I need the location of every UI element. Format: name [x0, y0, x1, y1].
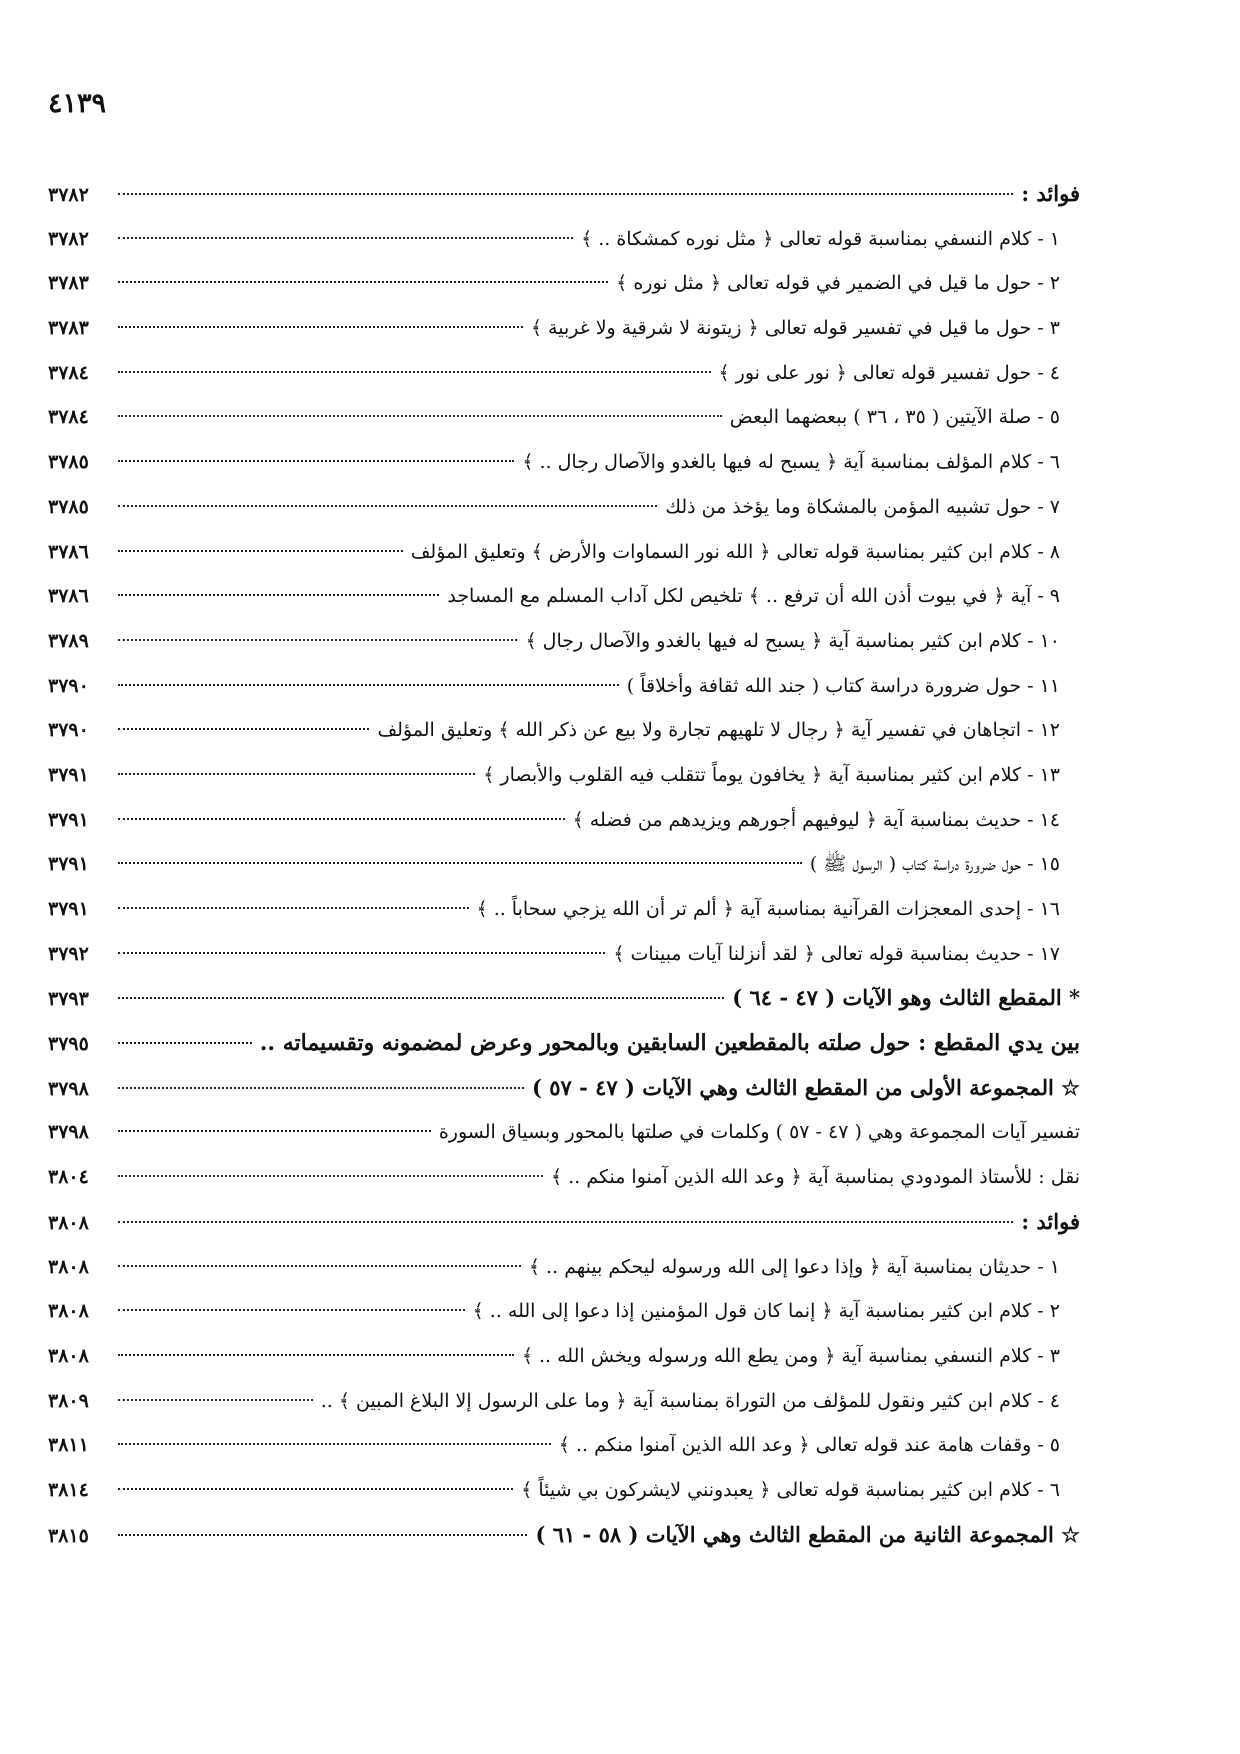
dot-leader: [118, 1175, 543, 1177]
dot-leader: [118, 952, 605, 954]
toc-entry: [48, 1334, 1080, 1379]
toc-entry-title: ☆ المجموعة الثانية من المقطع الثالث وهي الآيات ( ٥٨ - ٦١ ): [535, 1521, 1080, 1547]
dot-leader: [118, 193, 1013, 195]
toc-entry: [48, 932, 1080, 977]
toc-entry-title: ١٢ - اتجاهان في تفسير آية ﴿ رجال لا تلهيهم تجارة ولا بيع عن ذكر الله ﴾ وتعليق المؤلف: [377, 719, 1060, 742]
toc-entry-title: ٧ - حول تشبيه المؤمن بالمشكاة وما يؤخذ من ذلك: [665, 495, 1060, 518]
dot-leader: [118, 1042, 252, 1044]
toc-entry-page: ٣٧٩١: [48, 808, 89, 831]
toc-entry: [48, 351, 1080, 396]
toc-entry-page: ٣٨٠٨: [48, 1300, 89, 1323]
dot-leader: [118, 371, 711, 373]
toc-entry-title: ٣ - حول ما قيل في تفسير قوله تعالى ﴿ زيتونة لا شرقية ولا غربية ﴾: [530, 317, 1060, 340]
dot-leader: [118, 1130, 431, 1132]
toc-entry: [48, 1200, 1080, 1245]
dot-leader: [118, 1354, 514, 1356]
page-number: ٤١٣٩: [48, 88, 107, 119]
toc-entry-page: ٣٨٠٩: [48, 1389, 89, 1412]
toc-entry-title: ٦ - كلام ابن كثير بمناسبة قوله تعالى ﴿ يعبدونني لايشركون بي شيئاً ﴾: [521, 1478, 1060, 1501]
toc-entry-page: ٣٧٩٠: [48, 674, 89, 697]
toc-entry: [48, 798, 1080, 843]
toc-entry-title: ١٤ - حديث بمناسبة آية ﴿ ليوفيهم أجورهم ويزيدهم من فضله ﴾: [572, 808, 1060, 831]
toc-entry-title: نقل : للأستاذ المودودي بمناسبة آية ﴿ وعد الله الذين آمنوا منكم .. ﴾: [551, 1166, 1080, 1189]
toc-entry-page: ٣٧٨٤: [48, 406, 89, 429]
toc-entry-page: ٣٧٩١: [48, 763, 89, 786]
dot-leader: [118, 1534, 527, 1536]
toc-entry: [48, 440, 1080, 485]
dot-leader: [118, 1443, 551, 1445]
dot-leader: [118, 1221, 1013, 1223]
dot-leader: [118, 1488, 513, 1490]
dot-leader: [118, 862, 802, 864]
toc-entry-title: فوائد :: [1021, 181, 1080, 206]
toc-entry: [48, 1423, 1080, 1468]
toc-entry-title: ١١ - حول ضرورة دراسة كتاب ( جند الله ثقافة وأخلاقاً ): [626, 674, 1060, 697]
dot-leader: [118, 460, 514, 462]
toc-entry: [48, 976, 1080, 1021]
dot-leader: [118, 281, 608, 283]
toc-entry: [48, 753, 1080, 798]
toc-entry: [48, 708, 1080, 753]
dot-leader: [118, 326, 523, 328]
toc-entry-page: ٣٧٩٣: [48, 988, 89, 1011]
toc-entry-page: ٣٨٠٨: [48, 1344, 89, 1367]
toc-entry: [48, 574, 1080, 619]
dot-leader: [118, 550, 403, 552]
dot-leader: [118, 728, 369, 730]
toc-entry-title: ١٥ - حول ضرورة دراسة كتاب ( الرسول ﷺ ): [809, 853, 1060, 876]
toc-entry: [48, 1021, 1080, 1066]
toc-entry-title: ٩ - آية ﴿ في بيوت أذن الله أن ترفع .. ﴾ تلخيص لكل آداب المسلم مع المساجد: [447, 585, 1060, 608]
toc-entry-page: ٣٨١٥: [48, 1524, 89, 1547]
toc-entry: [48, 887, 1080, 932]
toc-entry-title: ١٠ - كلام ابن كثير بمناسبة آية ﴿ يسبح له فيها بالغدو والآصال رجال ﴾: [525, 629, 1060, 652]
toc-entry-page: ٣٨٠٨: [48, 1211, 89, 1234]
toc-entry: [48, 485, 1080, 530]
dot-leader: [118, 1309, 465, 1311]
toc-entry: [48, 217, 1080, 262]
toc-entry-page: ٣٧٨٤: [48, 361, 89, 384]
toc-entry-title: ١٣ - كلام ابن كثير بمناسبة آية ﴿ يخافون يوماً تتقلب فيه القلوب والأبصار ﴾: [483, 763, 1060, 786]
dot-leader: [118, 1265, 521, 1267]
toc-entry-title: فوائد :: [1021, 1208, 1080, 1234]
toc-entry: [48, 172, 1080, 217]
toc-entry-title: ١٧ - حديث بمناسبة قوله تعالى ﴿ لقد أنزلنا آيات مبينات ﴾: [613, 942, 1060, 965]
toc-entry-page: ٣٧٨٥: [48, 495, 89, 518]
dot-leader: [118, 415, 722, 417]
toc-entry-title: ☆ المجموعة الأولى من المقطع الثالث وهي الآيات ( ٤٧ - ٥٧ ): [531, 1074, 1080, 1100]
toc-entry: [48, 1289, 1080, 1334]
toc-entry-title: بين يدي المقطع : حول صلته بالمقطعين السابقين وبالمحور وعرض لمضمونه وتقسيماته ..: [259, 1030, 1080, 1057]
toc-entry-title: تفسير آيات المجموعة وهي ( ٤٧ - ٥٧ ) وكلمات في صلتها بالمحور وبسياق السورة: [438, 1121, 1080, 1144]
toc-entry-title: ١٦ - إحدى المعجزات القرآنية بمناسبة آية ﴿ ألم تر أن الله يزجي سحاباً .. ﴾: [476, 898, 1060, 920]
toc-entry: [48, 261, 1080, 306]
dot-leader: [118, 237, 573, 239]
toc-entry-title: ٢ - كلام ابن كثير بمناسبة آية ﴿ إنما كان قول المؤمنين إذا دعوا إلى الله .. ﴾: [472, 1300, 1060, 1323]
toc-entry-page: ٣٧٨٣: [48, 272, 89, 295]
toc-entry: [48, 664, 1080, 709]
dot-leader: [118, 773, 475, 775]
toc-entry-page: ٣٧٩٢: [48, 942, 89, 965]
toc-entry-title: ٥ - وقفات هامة عند قوله تعالى ﴿ وعد الله الذين آمنوا منكم .. ﴾: [558, 1434, 1060, 1457]
toc-entry-title: ٤ - كلام ابن كثير ونقول للمؤلف من التوراة بمناسبة آية ﴿ وما على الرسول إلا البلاغ المبين ﴾ ..: [320, 1389, 1060, 1412]
toc-entry-page: ٣٧٨٢: [48, 184, 89, 206]
toc-entry: [48, 1110, 1080, 1155]
toc-entry-page: ٣٧٩١: [48, 898, 89, 920]
toc-entry-page: ٣٧٨٢: [48, 227, 89, 250]
toc-entry-title: ١ - حديثان بمناسبة آية ﴿ وإذا دعوا إلى الله ورسوله ليحكم بينهم .. ﴾: [528, 1255, 1060, 1278]
dot-leader: [118, 639, 517, 641]
toc-entry: [48, 1245, 1080, 1290]
toc-entry-title: ٦ - كلام المؤلف بمناسبة آية ﴿ يسبح له فيها بالغدو والآصال رجال .. ﴾: [522, 451, 1060, 474]
dot-leader: [118, 1399, 313, 1401]
toc-entry-page: ٣٧٩٨: [48, 1077, 89, 1100]
toc-entry: [48, 395, 1080, 440]
toc-entry-title: ٥ - صلة الآيتين ( ٣٥ ، ٣٦ ) ببعضهما البعض: [729, 406, 1060, 429]
toc-entry-page: ٣٨١١: [48, 1434, 89, 1457]
toc-entry-page: ٣٨٠٨: [48, 1255, 89, 1278]
toc-entry: [48, 619, 1080, 664]
toc-entry-title: ٣ - كلام النسفي بمناسبة آية ﴿ ومن يطع الله ورسوله ويخش الله .. ﴾: [521, 1344, 1060, 1367]
dot-leader: [118, 907, 469, 909]
toc-entry-page: ٣٧٩٥: [48, 1033, 89, 1056]
toc-entry: [48, 1155, 1080, 1200]
dot-leader: [118, 505, 657, 507]
toc-entry-title: ٢ - حول ما قيل في الضمير في قوله تعالى ﴿ مثل نوره ﴾: [616, 272, 1060, 295]
toc-entry-page: ٣٧٨٩: [48, 629, 89, 652]
toc-entry-title: ١ - كلام النسفي بمناسبة قوله تعالى ﴿ مثل نوره كمشكاة .. ﴾: [581, 227, 1060, 250]
toc-entry-title: * المقطع الثالث وهو الآيات ( ٤٧ - ٦٤ ): [732, 985, 1080, 1011]
toc-entry-title: ٨ - كلام ابن كثير بمناسبة قوله تعالى ﴿ الله نور السماوات والأرض ﴾ وتعليق المؤلف: [410, 540, 1060, 563]
dot-leader: [118, 1087, 524, 1089]
dot-leader: [118, 818, 565, 820]
toc-entry: [48, 1066, 1080, 1111]
toc-entry-page: ٣٧٩٠: [48, 719, 89, 742]
toc-entry-page: ٣٨١٤: [48, 1478, 89, 1501]
toc-entry-page: ٣٧٩١: [48, 853, 89, 876]
toc-entry-page: ٣٧٨٦: [48, 540, 89, 563]
toc-entry: [48, 1379, 1080, 1424]
toc-entry: [48, 530, 1080, 575]
dot-leader: [118, 594, 439, 596]
toc-entry-page: ٣٧٩٨: [48, 1121, 89, 1144]
toc-entry-page: ٣٨٠٤: [48, 1166, 89, 1189]
table-of-contents: [48, 172, 1080, 1557]
toc-entry: [48, 306, 1080, 351]
dot-leader: [118, 684, 619, 686]
toc-entry-page: ٣٧٨٦: [48, 585, 89, 608]
toc-entry: [48, 842, 1080, 887]
toc-entry-page: ٣٧٨٣: [48, 317, 89, 340]
dot-leader: [118, 997, 724, 999]
toc-entry-page: ٣٧٨٥: [48, 451, 89, 474]
toc-entry: [48, 1513, 1080, 1558]
toc-entry: [48, 1468, 1080, 1513]
toc-entry-title: ٤ - حول تفسير قوله تعالى ﴿ نور على نور ﴾: [718, 361, 1060, 384]
